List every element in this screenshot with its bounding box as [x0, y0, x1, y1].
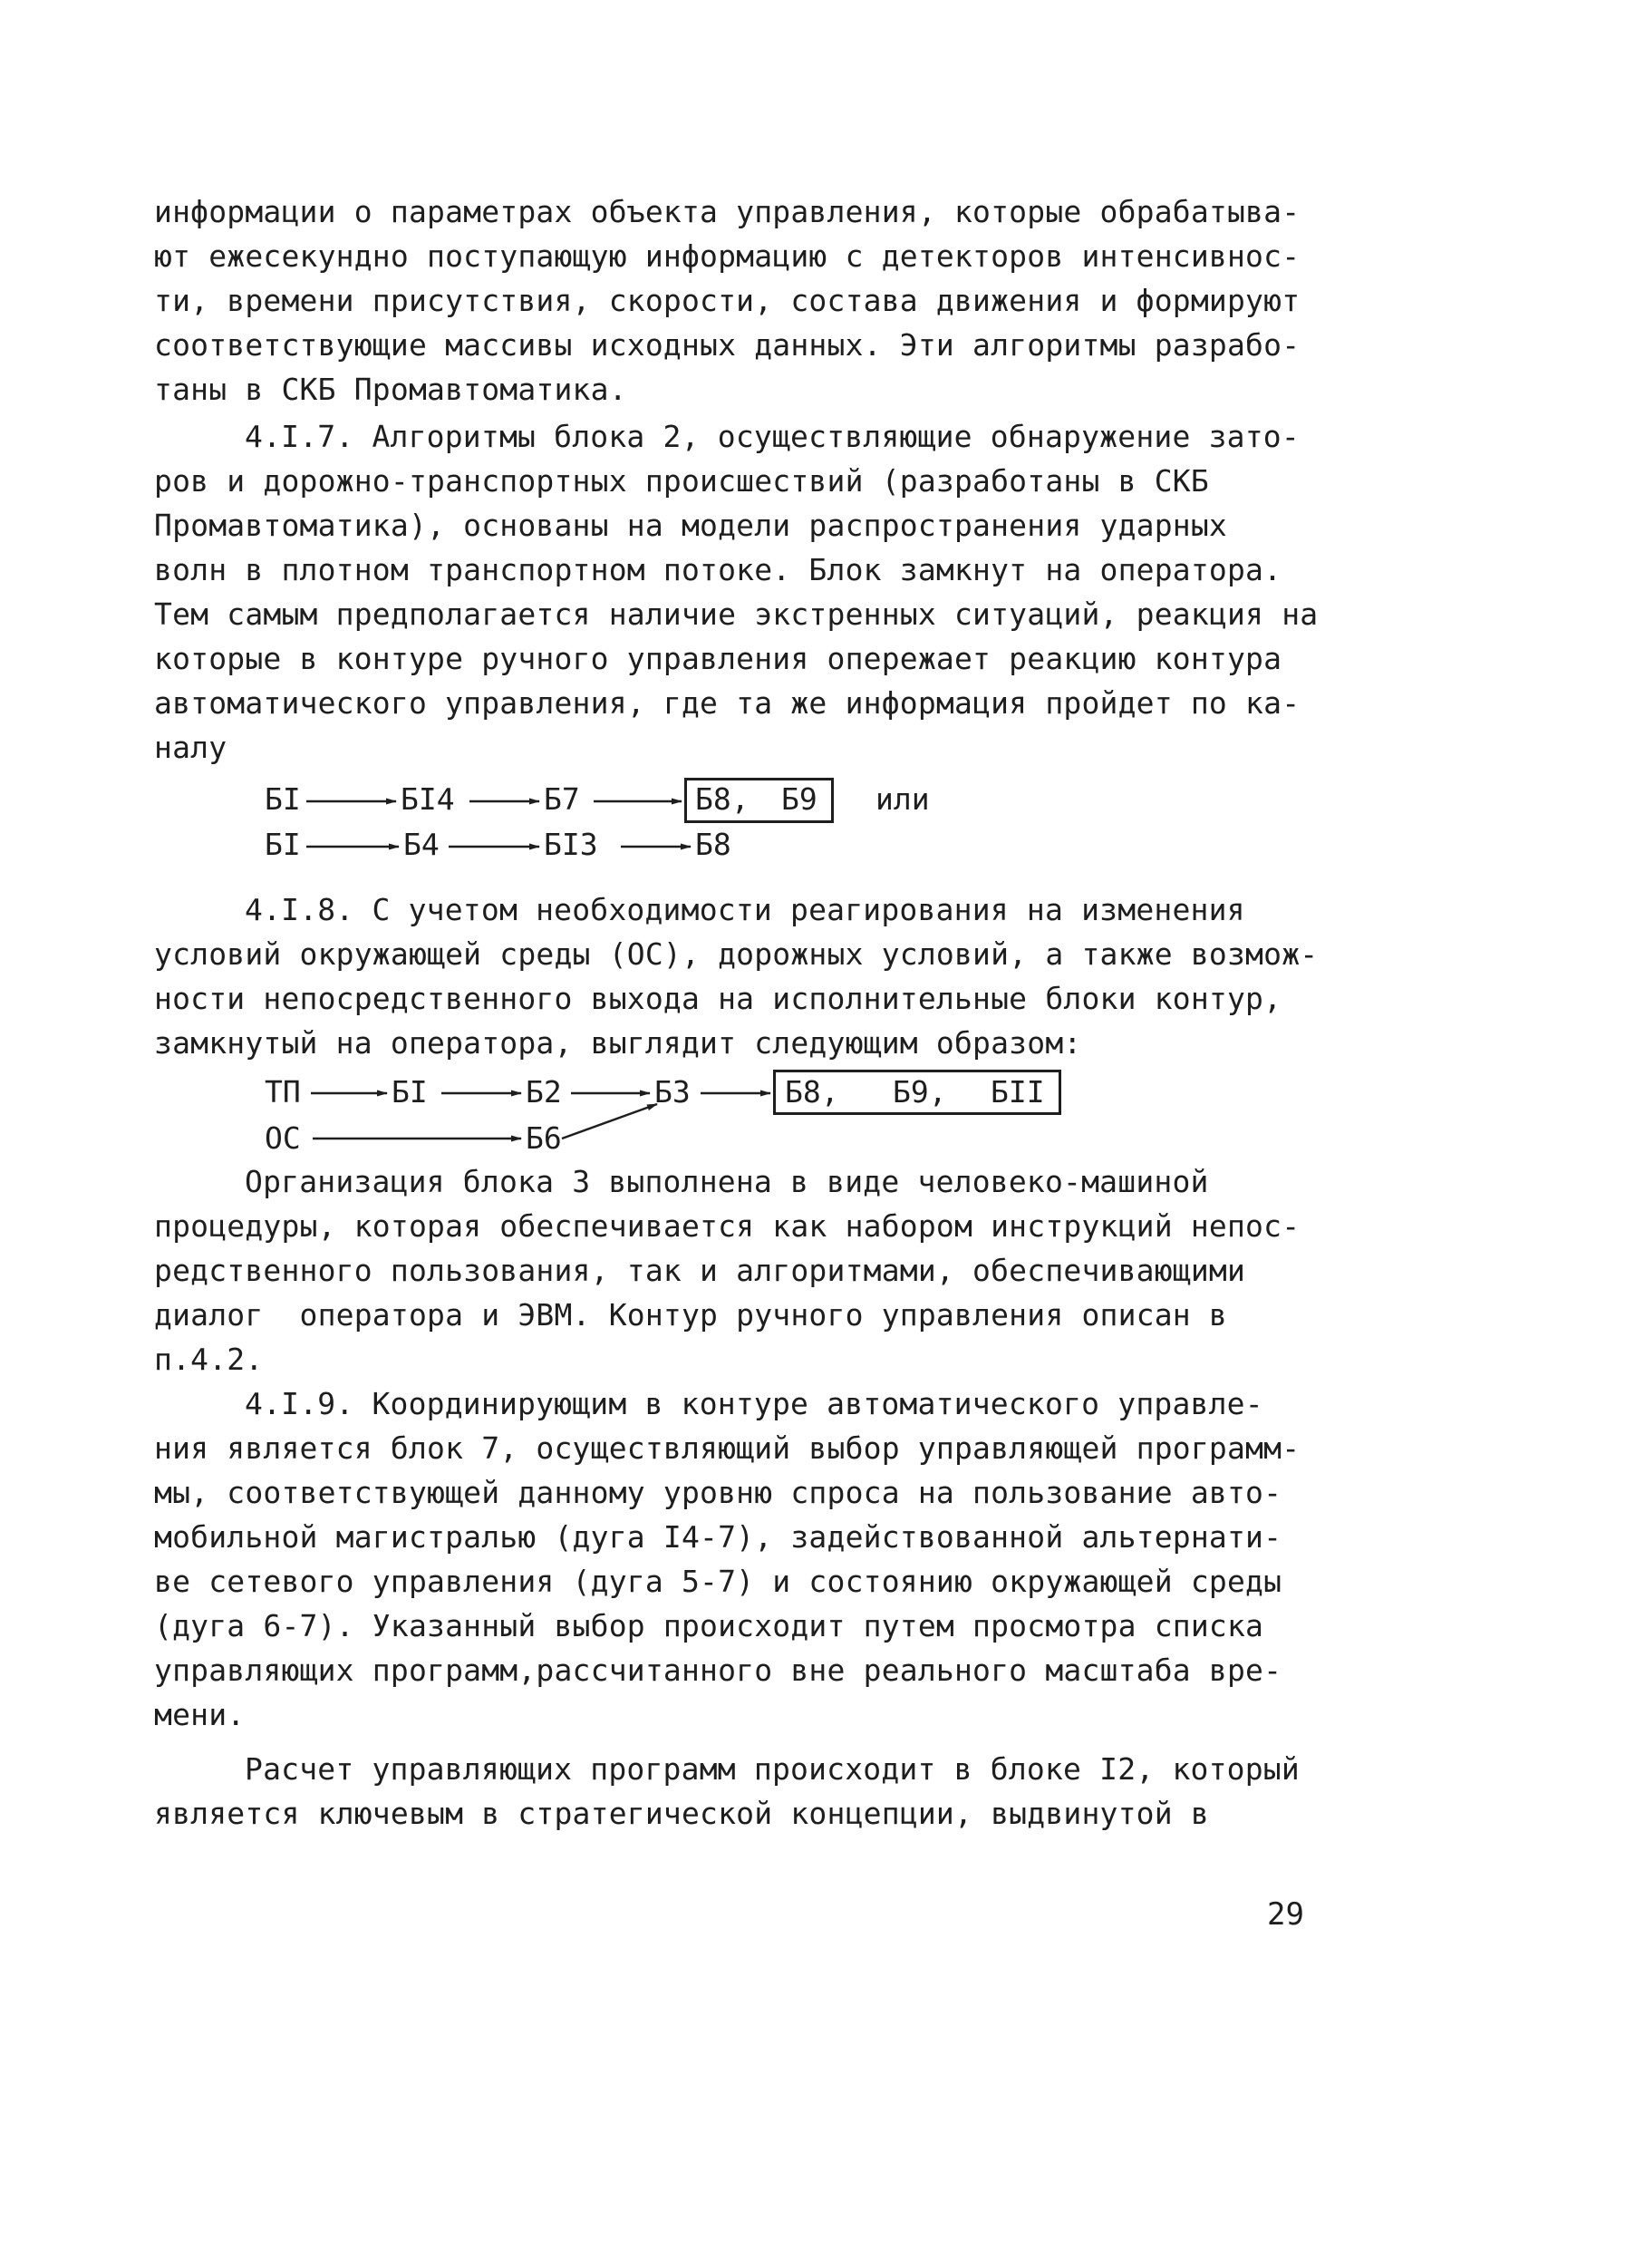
text-line: Расчет управляющих программ происходит в блоке I2, который [245, 1751, 1300, 1787]
text-line: налу [154, 730, 227, 765]
text-line: 4.I.9. Координирующим в контуре автоматического управле- [245, 1386, 1263, 1421]
node-b8: Б8, [785, 1074, 839, 1110]
node-b9: Б9 [781, 781, 817, 817]
text-line: 4.I.7. Алгоритмы блока 2, осуществляющие обнаружение зато- [245, 419, 1300, 454]
text-line: ве сетевого управления (дуга 5-7) и состоянию окружающей среды [154, 1564, 1282, 1599]
text-line: ности непосредственного выхода на исполнительные блоки контур, [154, 981, 1282, 1016]
text-line: является ключевым в стратегической концепции, выдвинутой в [154, 1796, 1209, 1831]
text-line: управляющих программ,рассчитанного вне реального масштаба вре- [154, 1653, 1282, 1688]
node-b14: БI4 [401, 781, 455, 817]
node-b8: Б8, [695, 781, 750, 817]
text-line: ти, времени присутствия, скорости, состава движения и формируют [154, 283, 1301, 318]
node-b9: Б9, [893, 1074, 947, 1110]
node-b1: БI [392, 1074, 428, 1110]
node-tp: ТП [265, 1074, 301, 1110]
node-b1: БI [265, 827, 301, 862]
text-line: замкнутый на оператора, выглядит следующим образом: [154, 1025, 1082, 1061]
text-line: автоматического управления, где та же информация пройдет по ка- [154, 685, 1301, 721]
text-line: п.4.2. [154, 1342, 264, 1377]
node-b7: Б7 [544, 781, 580, 817]
node-b2: Б2 [526, 1074, 562, 1110]
text-line: информации о параметрах объекта управления, которые обрабатыва- [154, 194, 1301, 229]
text-line: процедуры, которая обеспечивается как набором инструкций непос- [154, 1208, 1301, 1244]
page-number: 29 [1267, 1896, 1304, 1933]
node-b4: Б4 [403, 827, 440, 862]
node-b6: Б6 [526, 1120, 562, 1156]
node-b1: БI [265, 781, 301, 817]
text-line: мы, соответствующей данному уровню спроса на пользование авто- [154, 1475, 1282, 1510]
text-line: 4.I.8. С учетом необходимости реагирования на изменения [245, 892, 1245, 927]
text-line: ния является блок 7, осуществляющий выбор управляющей программ- [154, 1430, 1301, 1466]
text-line: которые в контуре ручного управления опережает реакцию контура [154, 641, 1282, 676]
text-line: соответствующие массивы исходных данных. Эти алгоритмы разрабо- [154, 327, 1301, 363]
node-b3: Б3 [654, 1074, 691, 1110]
or-label: или [875, 781, 930, 817]
node-os: ОС [265, 1120, 301, 1156]
text-line: таны в СКБ Промавтоматика. [154, 372, 627, 407]
node-b13: БI3 [544, 827, 598, 862]
arrow [562, 1104, 657, 1139]
node-b8: Б8 [695, 827, 731, 862]
text-line: Организация блока 3 выполнена в виде человеко-машиной [245, 1164, 1209, 1199]
text-line: мени. [154, 1697, 246, 1732]
text-line: условий окружающей среды (ОС), дорожных условий, а также возмож- [154, 936, 1319, 972]
text-line: волн в плотном транспортном потоке. Блок замкнут на оператора. [154, 552, 1282, 587]
text-line: Промавтоматика), основаны на модели распространения ударных [154, 508, 1227, 543]
text-line: ров и дорожно-транспортных происшествий (разработаны в СКБ [154, 463, 1209, 499]
text-line: мобильной магистралью (дуга I4-7), задействованной альтернати- [154, 1519, 1282, 1555]
text-line: редственного пользования, так и алгоритмами, обеспечивающими [154, 1253, 1246, 1288]
node-b11: БII [991, 1074, 1045, 1110]
text-line: ют ежесекундно поступающую информацию с детекторов интенсивнос- [154, 238, 1301, 274]
text-line: (дуга 6-7). Указанный выбор происходит путем просмотра списка [154, 1608, 1264, 1643]
text-line: диалог оператора и ЭВМ. Контур ручного управления описан в [154, 1297, 1227, 1333]
text-line: Тем самым предполагается наличие экстренных ситуаций, реакция на [154, 596, 1319, 632]
